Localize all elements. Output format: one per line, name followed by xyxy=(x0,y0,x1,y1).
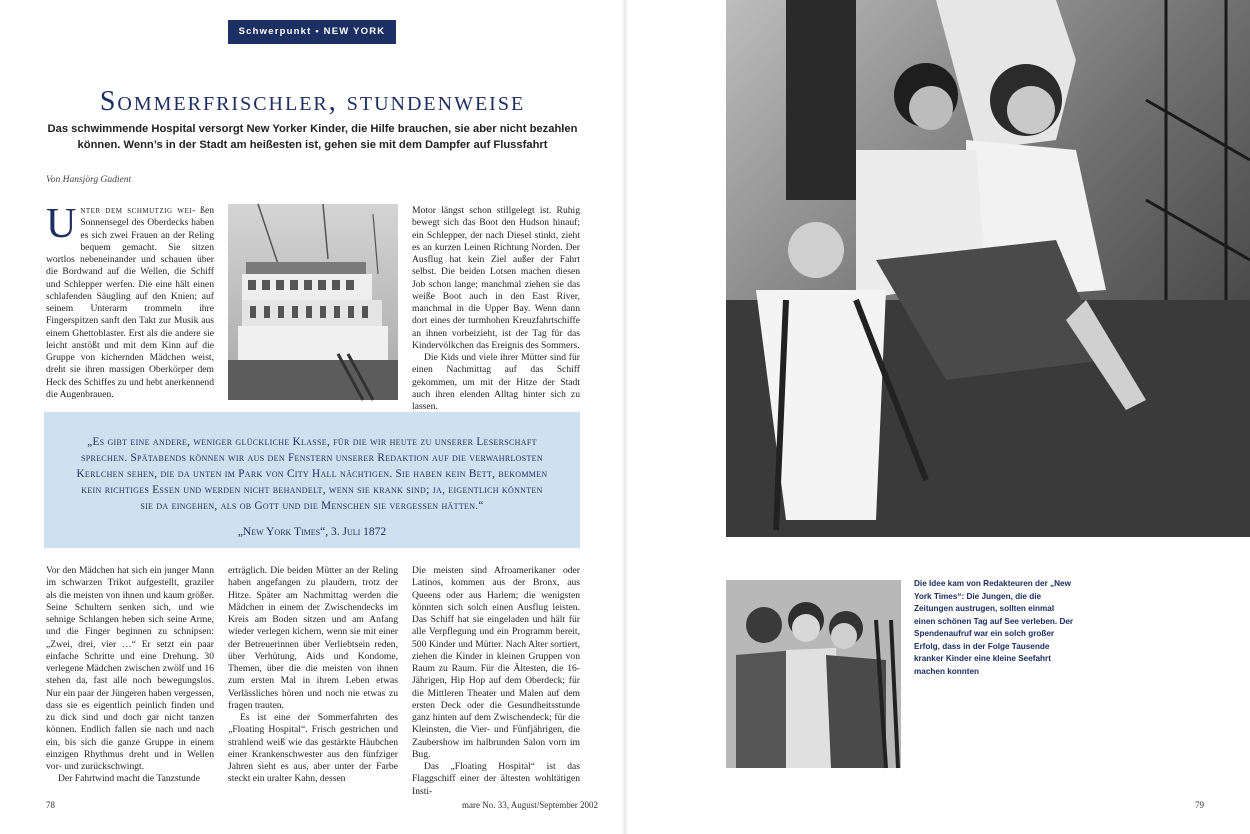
section-tag: Schwerpunkt • NEW YORK xyxy=(228,20,396,44)
pull-quote-box xyxy=(44,412,580,548)
drop-cap: U xyxy=(46,201,77,247)
paragraph: Es ist eine der Sommerfahrten des „Floating Hospital“. Frisch gestrichen und strahlend weiß wie das gestärkte Häubchen einer Krankenschwester aus den fünfziger Jahren sieht es aus, aber unter der Farbe steckt ein uralter Kahn, dessen xyxy=(228,712,398,785)
lead-in: nter dem schmutzig wei- xyxy=(80,205,196,216)
pull-quote-text: „Es gibt eine andere, weniger glückliche Klasse, für die wir heute zu unserer Leserschaft sprechen. Spätabends können wir aus den Fenstern unserer Redaktion auf die verwahrlosten Kerlchen sehen, die da unten im Park von City Hall nächtigen. Sie haben kein Bett, bekommen kein richtiges Essen und werden nicht behandelt, wenn sie krank sind; ja, eigentlich könnten sie da eingehen, als ob Gott und die Menschen sie vergessen hätten.“ xyxy=(76,436,548,512)
page-number-right: 79 xyxy=(1195,800,1204,810)
headline: Sommerfrischler, stundenweise xyxy=(99,86,526,117)
pull-quote-source: „New York Times“, 3. Juli 1872 xyxy=(237,526,387,538)
byline: Von Hansjörg Gadient xyxy=(46,175,132,185)
paragraph: erträglich. Die beiden Mütter an der Reling haben angefangen zu plaudern, trotz der Hitze. Später am Nachmittag werden die Mädchen in einem der Zwischendecks im Kreis am Boden sitzen und am Anfang wieder verlegen kichern, wenn sie mit einer der Betreuerinnen über Verliebtsein reden, über Verhütung, Aids und Kondome, Themen, über die die meisten von ihnen zum ersten Mal in ihrem Leben etwas Verlässliches hören und noch nie etwas zu fragen trauten. xyxy=(228,565,398,711)
paragraph: Die meisten sind Afroamerikaner oder Latinos, kommen aus der Bronx, aus Queens oder aus Harlem; die wenigsten könnten sich solch einen Ausflug leisten. Das Schiff hat sie eingeladen und hält für alle Verpflegung und ein Programm bereit, 500 Kinder und Mütter. Nach Alter sortiert, ziehen die Kinder in kleinen Gruppen von Raum zu Raum. Für die Ältesten, die 16-Jährigen, Hip Hop auf dem Oberdeck; für die Mittleren Theater und Malen auf dem ersten Deck oder die Gesundheitsstunde ganz hinten auf dem Zwischendeck; für die Kleinsten, die Vier- und Fünfjährigen, die Zaubershow im halbrunden Salon vorn im Bug. xyxy=(412,565,580,760)
paragraph: Motor längst schon stillgelegt ist. Ruhig bewegt sich das Boot den Hudson hinauf; ein Schlepper, der nach Diesel stinkt, zieht es an kurzen Leinen Richtung Norden. Der Ausflug hat kein Ziel außer der Fahrt selbst. Die beiden Lotsen machen diesen Job schon lange; manchmal ziehen sie das weiße Boot auch in den East River, manchmal in die Upper Bay. Wenn dann dort eines der turmhohen Kreuzfahrtschiffe an ihnen vorbeizieht, ist der Tag für das Kindervölkchen das Ereignis des Sommers. xyxy=(412,205,580,351)
paragraph: Der Fahrtwind macht die Tanzstunde xyxy=(58,773,200,785)
boys-photo xyxy=(726,580,901,768)
paragraph: Das „Floating Hospital“ ist das Flaggschiff einer der ältesten wohltätigen Insti- xyxy=(412,761,580,797)
paragraph: Die Kids und viele ihrer Mütter sind für einen Nachmittag auf das Schiff gekommen, um mit der Hitze der Stadt auch ihren elenden Alltag hinter sich zu lassen. xyxy=(412,352,580,412)
article-column-1 xyxy=(46,201,214,405)
article-column-4 xyxy=(228,565,398,795)
article-column-2 xyxy=(412,205,580,412)
magazine-issue: mare No. 33, August/September 2002 xyxy=(462,800,598,810)
paragraph xyxy=(46,201,214,401)
page-number-left: 78 xyxy=(46,800,55,810)
ship-photo xyxy=(228,204,398,400)
main-photo xyxy=(726,0,1250,537)
article-column-3 xyxy=(46,565,214,795)
paragraph: Vor den Mädchen hat sich ein junger Mann im schwarzen Trikot aufgestellt, graziler als die meisten von ihnen und kaum größer. Seine Schultern senken sich, und wie sehnige Schlangen heben sich seine Arme, und die Finger beginnen zu schnipsen: „Zwei, drei, vier …“ Er setzt ein paar einfache Schritte und eine Drehung. 30 verlegene Mädchen zwischen zwölf und 16 stehen da, fast alle noch bewegungslos. Nur ein paar der Jüngeren haben vergessen, dass sie es eigentlich peinlich finden und zu dick sind und doch gar nicht tanzen können. Endlich fallen sie nach und nach ein, bis sich die ganze Gruppe in einem einzigen Rhythmus dreht und in Wellen vor- und zurückschwingt. xyxy=(46,565,214,772)
article-column-5 xyxy=(412,565,580,795)
page-gutter xyxy=(622,0,628,834)
teaser: Das schwimmende Hospital versorgt New Yorker Kinder, die Hilfe brauchen, sie aber nicht bezahlen können. Wenn’s in der Stadt am heißesten ist, gehen sie mit dem Dampfer auf Flussfahrt xyxy=(47,123,578,151)
paragraph-text: ßen Sonnensegel des Oberdecks haben es sich zwei Frauen an der Reling bequem gemacht. Sie sitzen wortlos nebeneinander und schauen über die Bordwand auf die Wellen, die Schiff und Schlepper werfen. Die eine hält einen schlafenden Säugling auf den Knien; auf seinem Unterarm trommeln ihre Fingerspitzen sanft den Takt zur Musik aus einem Ghettoblaster. Erst als die andere sie leicht anstößt und mit dem Kinn auf die Gruppe von kichernden Mädchen weist, dreht sie ihren massigen Oberkörper dem Heck des Schiffes zu und hebt anerkennend die Augenbrauen. xyxy=(46,205,214,400)
photo-caption: Die Idee kam von Redakteuren der „New York Times“: Die Jungen, die die Zeitungen austrugen, sollten einmal einen schönen Tag auf See verleben. Der Spendenaufruf war ein solch großer Erfolg, dass in der Folge Tausende kranker Kinder eine kleine Seefahrt machen konnten xyxy=(914,579,1074,676)
